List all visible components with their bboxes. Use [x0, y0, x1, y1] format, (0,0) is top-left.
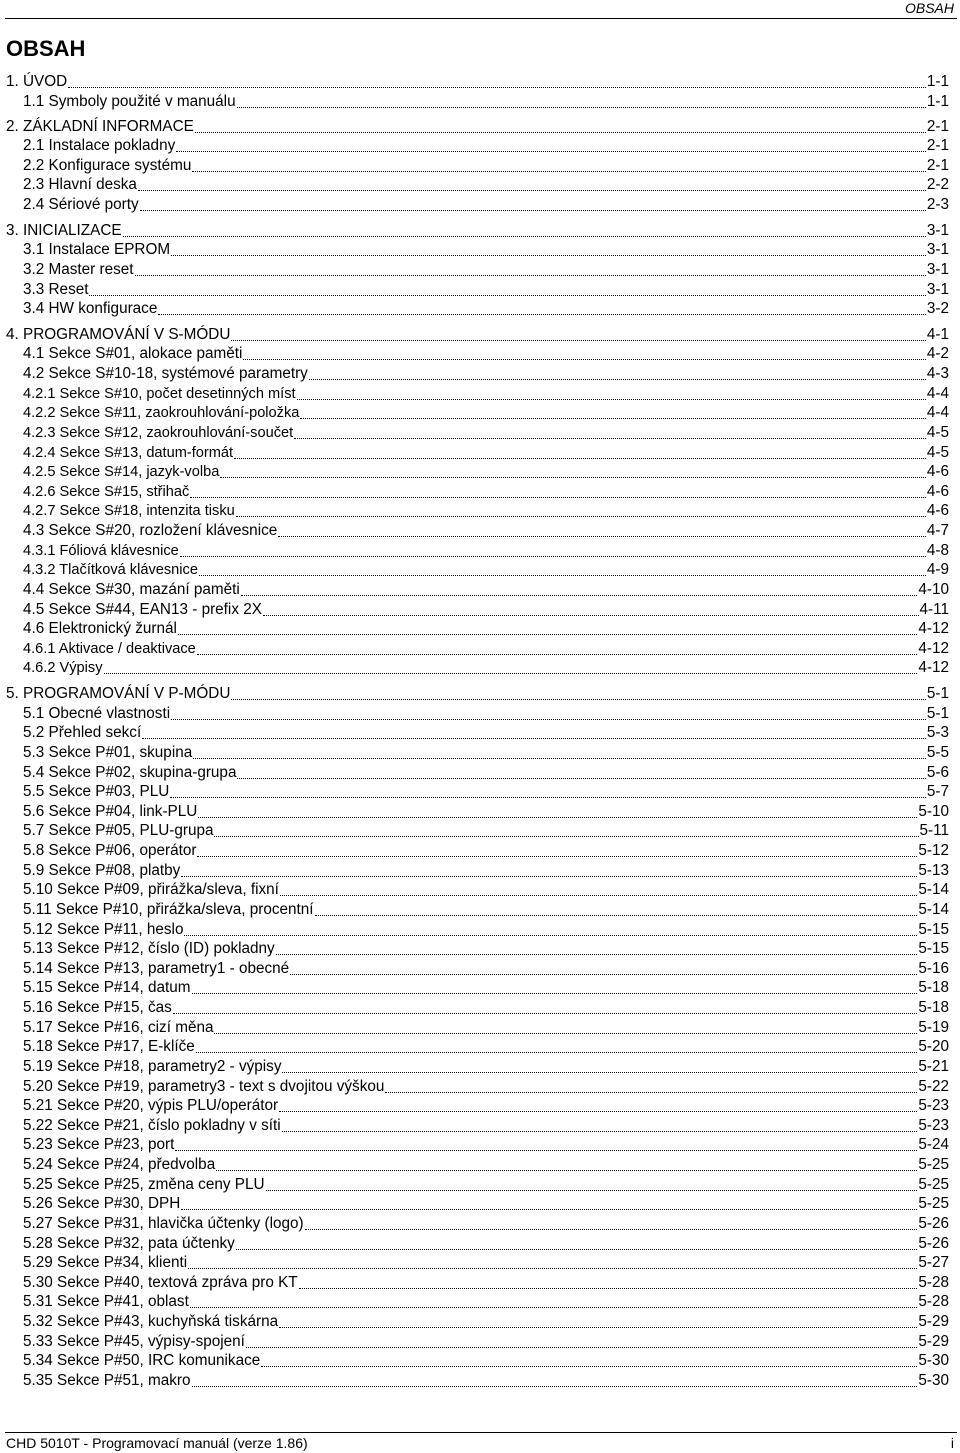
toc-entry[interactable] — [23, 802, 949, 822]
page-title: OBSAH — [6, 36, 86, 61]
toc-entry[interactable] — [23, 560, 949, 580]
toc-leader-dots — [214, 836, 918, 837]
toc-entry[interactable] — [23, 443, 949, 463]
footer-rule — [5, 1432, 957, 1433]
toc-leader-dots — [176, 151, 926, 152]
toc-entry-page: 5-13 — [918, 862, 949, 879]
toc-entry-page: 3-2 — [926, 300, 949, 317]
toc-entry[interactable] — [23, 1116, 949, 1136]
toc-entry[interactable] — [23, 1351, 949, 1371]
toc-entry[interactable] — [6, 325, 949, 345]
toc-entry-title: 5.9 Sekce P#08, platby — [23, 862, 181, 879]
toc-entry-title: 5.18 Sekce P#17, E-klíče — [23, 1038, 195, 1055]
toc-entry-title: 3. INICIALIZACE — [6, 222, 122, 239]
toc-entry-title: 5.11 Sekce P#10, přirážka/sleva, procentní — [23, 901, 314, 918]
toc-entry-title: 5.13 Sekce P#12, číslo (ID) pokladny — [23, 940, 275, 957]
toc-entry[interactable] — [23, 1077, 949, 1097]
toc-leader-dots — [181, 1209, 917, 1210]
toc-entry-title: 5.21 Sekce P#20, výpis PLU/operátor — [23, 1097, 279, 1114]
toc-entry-page: 5-21 — [918, 1058, 949, 1075]
toc-leader-dots — [135, 275, 926, 276]
toc-leader-dots — [305, 1229, 918, 1230]
toc-leader-dots — [294, 438, 926, 439]
toc-entry-page: 3-1 — [926, 261, 949, 278]
toc-entry-title: 4.2.5 Sekce S#14, jazyk-volba — [23, 464, 220, 480]
toc-entry-title: 4.2.3 Sekce S#12, zaokrouhlování-součet — [23, 425, 294, 441]
toc-entry-title: 3.3 Reset — [23, 281, 89, 298]
toc-leader-dots — [192, 1386, 918, 1387]
toc-entry-title: 5.35 Sekce P#51, makro — [23, 1372, 191, 1389]
toc-entry[interactable] — [23, 1292, 949, 1312]
toc-leader-dots — [198, 817, 917, 818]
toc-leader-dots — [290, 974, 917, 975]
toc-entry[interactable] — [23, 1234, 949, 1254]
toc-entry[interactable] — [23, 1037, 949, 1057]
toc-entry-page: 5-25 — [918, 1156, 949, 1173]
toc-leader-dots — [104, 673, 918, 674]
toc-entry-title: 5. PROGRAMOVÁNÍ V P-MÓDU — [6, 685, 231, 702]
toc-entry[interactable] — [23, 1214, 949, 1234]
toc-entry-page: 5-25 — [918, 1195, 949, 1212]
toc-entry-page: 5-14 — [918, 881, 949, 898]
toc-entry-title: 5.20 Sekce P#19, parametry3 - text s dvojitou výškou — [23, 1078, 385, 1095]
header-rule — [5, 18, 957, 19]
toc-entry-title: 5.29 Sekce P#34, klienti — [23, 1254, 188, 1271]
toc-entry-page: 5-23 — [918, 1117, 949, 1134]
toc-leader-dots — [192, 171, 926, 172]
toc-leader-dots — [300, 418, 926, 419]
toc-leader-dots — [237, 778, 925, 779]
toc-entry[interactable] — [23, 900, 949, 920]
toc-entry-page: 5-18 — [918, 999, 949, 1016]
toc-entry[interactable] — [23, 978, 949, 998]
toc-leader-dots — [190, 1307, 918, 1308]
toc-entry-page: 5-29 — [918, 1313, 949, 1330]
toc-entry-page: 4-11 — [919, 601, 949, 618]
toc-entry-page: 4-6 — [926, 502, 949, 519]
toc-entry[interactable] — [23, 260, 949, 280]
toc-entry[interactable] — [23, 462, 949, 482]
toc-entry[interactable] — [23, 723, 949, 743]
toc-entry-page: 2-1 — [926, 157, 949, 174]
toc-leader-dots — [173, 1013, 918, 1014]
toc-entry-page: 5-1 — [926, 705, 949, 722]
toc-entry-title: 5.23 Sekce P#23, port — [23, 1136, 175, 1153]
toc-entry-title: 4.5 Sekce S#44, EAN13 - prefix 2X — [23, 601, 262, 618]
toc-entry-title: 5.2 Přehled sekcí — [23, 724, 142, 741]
toc-entry-page: 3-1 — [926, 281, 949, 298]
toc-leader-dots — [236, 1249, 918, 1250]
toc-entry[interactable] — [23, 998, 949, 1018]
toc-entry-title: 5.14 Sekce P#13, parametry1 - obecné — [23, 960, 290, 977]
toc-entry-page: 3-1 — [926, 241, 949, 258]
toc-entry[interactable] — [23, 880, 949, 900]
toc-entry-page: 3-1 — [926, 222, 949, 239]
toc-entry-page: 4-6 — [926, 463, 949, 480]
toc-entry-title: 5.12 Sekce P#11, heslo — [23, 921, 184, 938]
toc-leader-dots — [192, 993, 918, 994]
toc-leader-dots — [282, 1131, 918, 1132]
toc-leader-dots — [237, 107, 926, 108]
toc-entry-title: 5.27 Sekce P#31, hlavička účtenky (logo) — [23, 1215, 304, 1232]
toc-entry-title: 5.26 Sekce P#30, DPH — [23, 1195, 181, 1212]
toc-entry-title: 2.4 Sériové porty — [23, 196, 139, 213]
toc-entry[interactable] — [23, 384, 949, 404]
toc-entry[interactable] — [23, 939, 949, 959]
toc-leader-dots — [243, 359, 925, 360]
toc-entry-title: 5.28 Sekce P#32, pata účtenky — [23, 1235, 235, 1252]
toc-entry[interactable] — [23, 482, 949, 502]
toc-leader-dots — [263, 615, 919, 616]
toc-entry-title: 5.19 Sekce P#18, parametry2 - výpisy — [23, 1058, 282, 1075]
toc-entry-page: 4-8 — [926, 542, 949, 559]
toc-entry-title: 5.17 Sekce P#16, cizí měna — [23, 1019, 214, 1036]
toc-entry[interactable] — [6, 221, 949, 241]
footer-page-number: i — [950, 1435, 954, 1451]
toc-entry-page: 5-18 — [918, 979, 949, 996]
toc-leader-dots — [181, 876, 917, 877]
toc-entry-title: 4.2 Sekce S#10-18, systémové parametry — [23, 365, 308, 382]
toc-entry[interactable] — [23, 195, 949, 215]
toc-entry[interactable] — [6, 684, 949, 704]
toc-leader-dots — [196, 1052, 918, 1053]
toc-leader-dots — [197, 856, 917, 857]
toc-entry[interactable] — [23, 280, 949, 300]
toc-entry-page: 5-15 — [918, 940, 949, 957]
toc-entry-page: 5-5 — [926, 744, 949, 761]
toc-leader-dots — [261, 1366, 917, 1367]
toc-leader-dots — [297, 399, 926, 400]
toc-leader-dots — [188, 1268, 917, 1269]
toc-entry-page: 4-7 — [926, 522, 949, 539]
toc-entry-page: 5-30 — [918, 1352, 949, 1369]
toc-entry-title: 5.33 Sekce P#45, výpisy-spojení — [23, 1333, 245, 1350]
toc-entry-page: 5-25 — [918, 1176, 949, 1193]
toc-entry-page: 5-19 — [918, 1019, 949, 1036]
toc-entry-page: 5-20 — [918, 1038, 949, 1055]
toc-entry-page: 1-1 — [926, 93, 949, 110]
toc-leader-dots — [279, 1327, 917, 1328]
toc-entry-page: 4-12 — [918, 659, 949, 676]
toc-entry[interactable] — [23, 1253, 949, 1273]
toc-entry-title: 5.10 Sekce P#09, přirážka/sleva, fixní — [23, 881, 279, 898]
toc-entry-page: 5-22 — [918, 1078, 949, 1095]
toc-entry-title: 1. ÚVOD — [6, 73, 68, 90]
toc-leader-dots — [199, 575, 926, 576]
toc-entry-page: 4-2 — [926, 345, 949, 362]
toc-entry-page: 5-3 — [926, 724, 949, 741]
toc-entry[interactable] — [23, 1332, 949, 1352]
toc-entry-page: 5-1 — [926, 685, 949, 702]
toc-entry[interactable] — [23, 1057, 949, 1077]
toc-entry-title: 5.8 Sekce P#06, operátor — [23, 842, 197, 859]
toc-entry-title: 4.2.7 Sekce S#18, intenzita tisku — [23, 503, 235, 519]
toc-entry-title: 4.3.2 Tlačítková klávesnice — [23, 562, 198, 578]
toc-leader-dots — [190, 497, 926, 498]
toc-entry[interactable] — [23, 1371, 949, 1391]
toc-leader-dots — [184, 935, 917, 936]
toc-entry-page: 5-10 — [918, 803, 949, 820]
toc-entry[interactable] — [23, 1135, 949, 1155]
toc-entry-title: 5.24 Sekce P#24, předvolba — [23, 1156, 216, 1173]
toc-leader-dots — [195, 132, 926, 133]
toc-entry[interactable] — [23, 344, 949, 364]
toc-leader-dots — [276, 954, 918, 955]
toc-entry-title: 3.2 Master reset — [23, 261, 134, 278]
toc-entry-title: 5.30 Sekce P#40, textová zpráva pro KT — [23, 1274, 298, 1291]
toc-entry-page: 2-1 — [926, 137, 949, 154]
toc-leader-dots — [197, 654, 918, 655]
toc-entry-title: 2.2 Konfigurace systému — [23, 157, 192, 174]
toc-entry-page: 5-6 — [926, 764, 949, 781]
toc-entry-title: 4.6 Elektronický žurnál — [23, 620, 177, 637]
toc-entry[interactable] — [23, 763, 949, 783]
toc-entry-title: 4.2.1 Sekce S#10, počet desetinných míst — [23, 386, 296, 402]
toc-entry[interactable] — [23, 136, 949, 156]
toc-leader-dots — [385, 1092, 917, 1093]
toc-entry-page: 5-28 — [918, 1274, 949, 1291]
toc-leader-dots — [142, 738, 926, 739]
toc-leader-dots — [178, 634, 917, 635]
toc-entry-title: 2.3 Hlavní deska — [23, 176, 137, 193]
toc-entry-title: 5.3 Sekce P#01, skupina — [23, 744, 193, 761]
toc-leader-dots — [231, 340, 926, 341]
toc-leader-dots — [140, 210, 926, 211]
toc-entry-page: 2-2 — [926, 176, 949, 193]
toc-entry-page: 4-12 — [918, 640, 949, 657]
toc-entry-title: 4.6.1 Aktivace / deaktivace — [23, 641, 196, 657]
toc-leader-dots — [282, 1072, 917, 1073]
toc-leader-dots — [175, 1150, 917, 1151]
toc-entry-page: 4-6 — [926, 483, 949, 500]
toc-leader-dots — [241, 595, 918, 596]
toc-entry-page: 5-11 — [919, 822, 949, 839]
toc-entry[interactable] — [23, 600, 949, 620]
toc-entry-page: 5-27 — [918, 1254, 949, 1271]
toc-entry-page: 4-9 — [926, 561, 949, 578]
toc-entry-title: 5.34 Sekce P#50, IRC komunikace — [23, 1352, 261, 1369]
toc-leader-dots — [315, 915, 918, 916]
toc-entry[interactable] — [23, 92, 949, 112]
toc-entry[interactable] — [23, 541, 949, 561]
toc-entry-title: 5.31 Sekce P#41, oblast — [23, 1293, 189, 1310]
toc-entry[interactable] — [23, 1175, 949, 1195]
toc-leader-dots — [236, 516, 926, 517]
toc-entry-page: 5-14 — [918, 901, 949, 918]
footer-document-title: CHD 5010T - Programovací manuál (verze 1.86) — [6, 1435, 308, 1451]
toc-entry-page: 5-29 — [918, 1333, 949, 1350]
toc-leader-dots — [89, 295, 925, 296]
toc-leader-dots — [280, 895, 917, 896]
toc-entry-page: 2-3 — [926, 196, 949, 213]
toc-entry-page: 5-23 — [918, 1097, 949, 1114]
toc-leader-dots — [158, 314, 926, 315]
toc-leader-dots — [193, 758, 926, 759]
toc-entry-title: 4.1 Sekce S#01, alokace paměti — [23, 345, 243, 362]
toc-leader-dots — [234, 458, 926, 459]
toc-entry-title: 5.16 Sekce P#15, čas — [23, 999, 172, 1016]
toc-entry-title: 4.6.2 Výpisy — [23, 660, 103, 676]
toc-entry-page: 5-30 — [918, 1372, 949, 1389]
toc-entry-page: 5-7 — [926, 783, 949, 800]
toc-entry[interactable] — [6, 72, 949, 92]
toc-entry[interactable] — [23, 156, 949, 176]
toc-entry-title: 4.4 Sekce S#30, mazání paměti — [23, 581, 240, 598]
toc-entry-page: 4-1 — [926, 326, 949, 343]
toc-entry-page: 4-4 — [926, 404, 949, 421]
toc-entry[interactable] — [23, 1194, 949, 1214]
toc-leader-dots — [68, 87, 926, 88]
toc-entry-page: 4-5 — [926, 444, 949, 461]
toc-entry[interactable] — [23, 658, 949, 678]
toc-entry-page: 5-26 — [918, 1215, 949, 1232]
toc-entry-title: 5.5 Sekce P#03, PLU — [23, 783, 170, 800]
toc-entry-title: 4.2.4 Sekce S#13, datum-formát — [23, 445, 234, 461]
toc-leader-dots — [138, 190, 926, 191]
toc-leader-dots — [309, 379, 926, 380]
toc-entry-page: 4-10 — [918, 581, 949, 598]
toc-entry-title: 5.1 Obecné vlastnosti — [23, 705, 171, 722]
toc-entry-page: 5-26 — [918, 1235, 949, 1252]
toc-entry[interactable] — [23, 821, 949, 841]
toc-leader-dots — [123, 236, 926, 237]
toc-entry[interactable] — [23, 743, 949, 763]
toc-entry-title: 5.6 Sekce P#04, link-PLU — [23, 803, 198, 820]
toc-entry-title: 5.22 Sekce P#21, číslo pokladny v síti — [23, 1117, 281, 1134]
toc-entry-title: 2. ZÁKLADNÍ INFORMACE — [6, 118, 194, 135]
toc-entry[interactable] — [23, 619, 949, 639]
toc-entry[interactable] — [23, 501, 949, 521]
toc-entry[interactable] — [23, 704, 949, 724]
toc-entry[interactable] — [23, 240, 949, 260]
toc-entry-page: 5-16 — [918, 960, 949, 977]
toc-entry[interactable] — [23, 364, 949, 384]
toc-entry[interactable] — [23, 299, 949, 319]
toc-entry[interactable] — [23, 403, 949, 423]
toc-entry-title: 2.1 Instalace pokladny — [23, 137, 176, 154]
toc-entry[interactable] — [23, 639, 949, 659]
toc-entry[interactable] — [23, 1096, 949, 1116]
toc-leader-dots — [171, 255, 926, 256]
toc-entry-page: 4-12 — [918, 620, 949, 637]
toc-entry[interactable] — [23, 1018, 949, 1038]
toc-entry-title: 5.7 Sekce P#05, PLU-grupa — [23, 822, 214, 839]
toc-entry-title: 4.3 Sekce S#20, rozložení klávesnice — [23, 522, 278, 539]
toc-entry[interactable] — [23, 959, 949, 979]
toc-entry[interactable] — [23, 1155, 949, 1175]
toc-entry[interactable] — [23, 1273, 949, 1293]
toc-leader-dots — [214, 1033, 917, 1034]
toc-entry-page: 4-3 — [926, 365, 949, 382]
toc-entry-page: 2-1 — [926, 118, 949, 135]
toc-entry-title: 5.32 Sekce P#43, kuchyňská tiskárna — [23, 1313, 279, 1330]
toc-entry[interactable] — [23, 920, 949, 940]
toc-entry[interactable] — [6, 117, 949, 137]
toc-leader-dots — [220, 477, 926, 478]
toc-leader-dots — [278, 536, 926, 537]
toc-entry-title: 1.1 Symboly použité v manuálu — [23, 93, 236, 110]
toc-leader-dots — [170, 797, 926, 798]
toc-entry[interactable] — [23, 423, 949, 443]
toc-entry-title: 5.4 Sekce P#02, skupina-grupa — [23, 764, 237, 781]
toc-entry[interactable] — [23, 175, 949, 195]
toc-entry-page: 5-28 — [918, 1293, 949, 1310]
toc-entry-title: 4.3.1 Fóliová klávesnice — [23, 543, 179, 559]
toc-entry-title: 5.25 Sekce P#25, změna ceny PLU — [23, 1176, 265, 1193]
toc-entry-page: 1-1 — [926, 73, 949, 90]
toc-leader-dots — [180, 556, 926, 557]
toc-entry-page: 5-24 — [918, 1136, 949, 1153]
toc-entry-page: 4-5 — [926, 424, 949, 441]
toc-leader-dots — [299, 1288, 918, 1289]
toc-entry[interactable] — [23, 841, 949, 861]
running-header: OBSAH — [904, 0, 954, 16]
toc-entry-title: 4. PROGRAMOVÁNÍ V S-MÓDU — [6, 326, 231, 343]
toc-leader-dots — [279, 1111, 917, 1112]
toc-leader-dots — [246, 1347, 917, 1348]
toc-entry[interactable] — [23, 782, 949, 802]
toc-entry[interactable] — [23, 1312, 949, 1332]
toc-entry-title: 5.15 Sekce P#14, datum — [23, 979, 191, 996]
toc-leader-dots — [231, 699, 926, 700]
toc-entry[interactable] — [23, 861, 949, 881]
toc-entry-page: 5-15 — [918, 921, 949, 938]
toc-entry[interactable] — [23, 580, 949, 600]
toc-entry-page: 4-4 — [926, 385, 949, 402]
toc-leader-dots — [266, 1190, 918, 1191]
toc-leader-dots — [216, 1170, 917, 1171]
toc-entry-page: 5-12 — [918, 842, 949, 859]
toc-leader-dots — [171, 719, 926, 720]
toc-entry-title: 3.1 Instalace EPROM — [23, 241, 171, 258]
toc-entry[interactable] — [23, 521, 949, 541]
toc-entry-title: 4.2.6 Sekce S#15, střihač — [23, 484, 190, 500]
toc-entry-title: 4.2.2 Sekce S#11, zaokrouhlování-položka — [23, 405, 300, 421]
toc-entry-title: 3.4 HW konfigurace — [23, 300, 158, 317]
